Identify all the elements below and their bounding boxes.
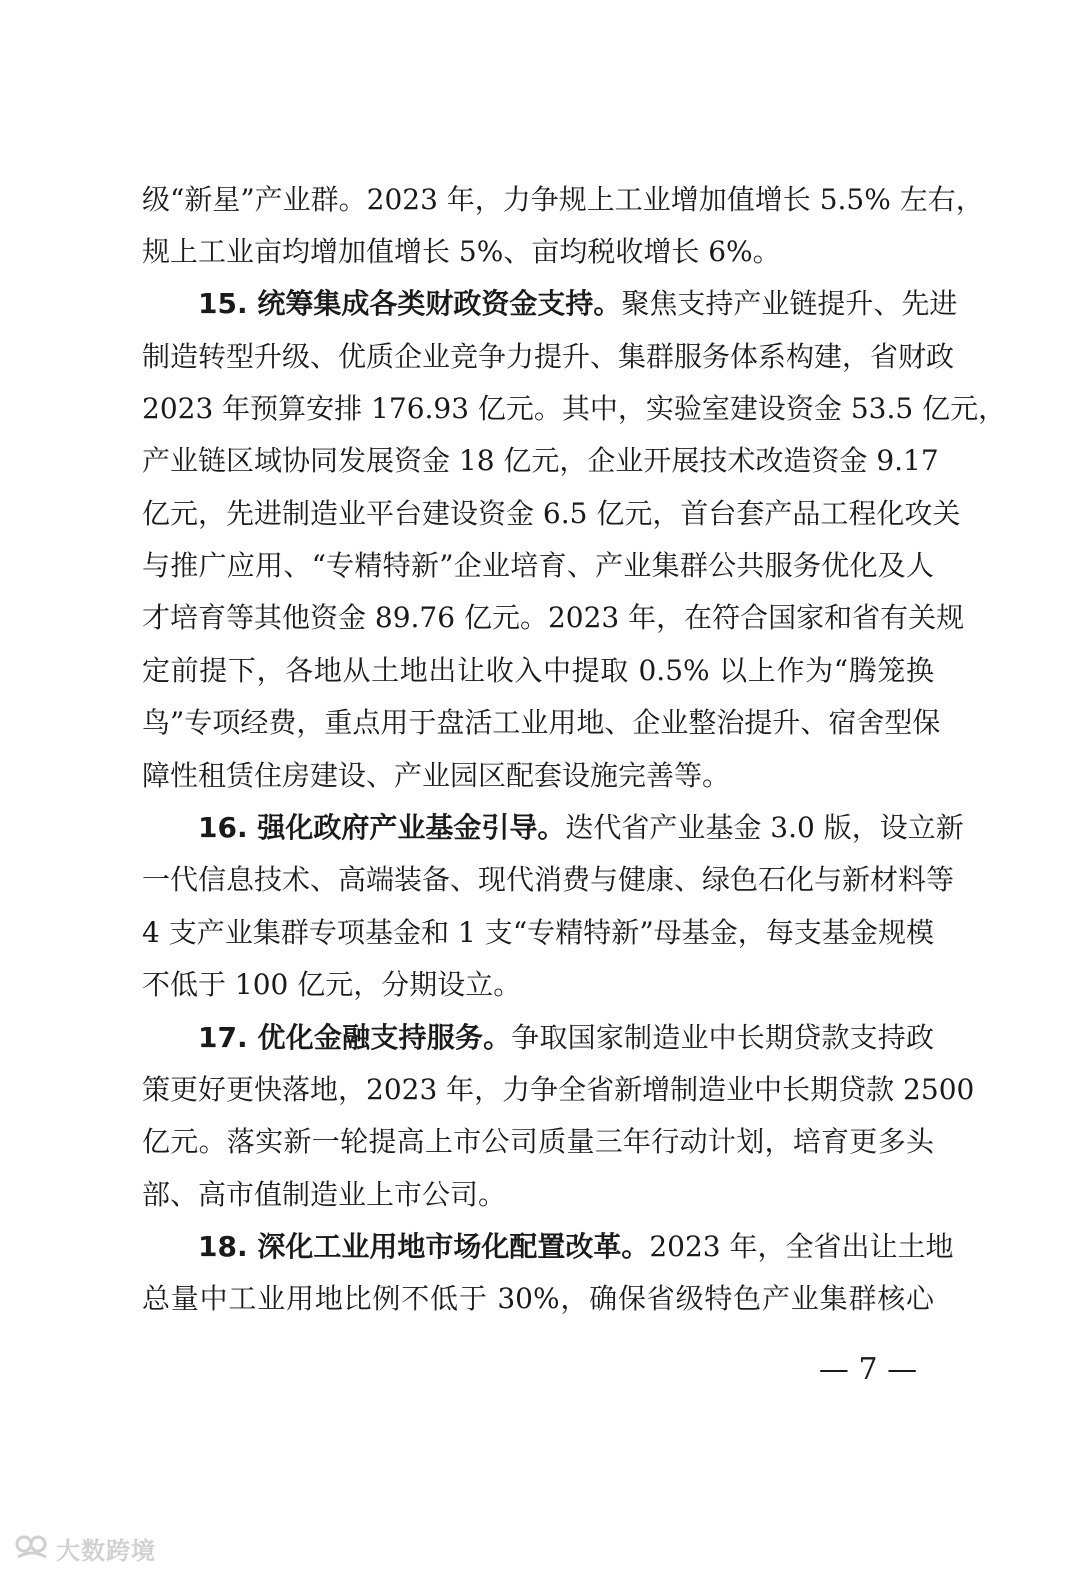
text-line: 规上工业亩均增加值增长 5%、亩均税收增长 6%。 (142, 235, 781, 268)
text-line: 亿元。落实新一轮提高上市公司质量三年行动计划，培育更多头 (142, 1125, 934, 1158)
text-line: 策更好更快落地，2023 年，力争全省新增制造业中长期贷款 2500 (142, 1073, 975, 1106)
text-line: 障性租赁住房建设、产业园区配套设施完善等。 (142, 759, 731, 792)
text-line: 不低于 100 亿元，分期设立。 (142, 968, 522, 1001)
section-16 (198, 808, 964, 848)
watermark (14, 1530, 156, 1566)
text-line: 制造转型升级、优质企业竞争力提升、集群服务体系构建，省财政 (142, 340, 955, 373)
text-line: 定前提下，各地从土地出让收入中提取 0.5% 以上作为“腾笼换 (142, 654, 934, 687)
logo-icon (14, 1531, 50, 1565)
section-text: 争取国家制造业中长期贷款支持政 (511, 1021, 934, 1054)
text-line: 才培育等其他资金 89.76 亿元。2023 年，在符合国家和省有关规 (142, 601, 965, 634)
section-17 (198, 1018, 934, 1058)
watermark-text: 大数跨境 (56, 1536, 156, 1565)
section-heading: 16. 强化政府产业基金引导。 (198, 811, 566, 844)
section-heading: 15. 统筹集成各类财政资金支持。 (198, 287, 622, 320)
text-line: 部、高市值制造业上市公司。 (142, 1178, 507, 1211)
section-15 (198, 284, 958, 324)
section-text: 迭代省产业基金 3.0 版，设立新 (565, 811, 964, 844)
text-line: 产业链区域协同发展资金 18 亿元，企业开展技术改造资金 9.17 (142, 444, 939, 477)
text-line: 亿元，先进制造业平台建设资金 6.5 亿元，首台套产品工程化攻关 (142, 497, 961, 530)
section-heading: 18. 深化工业用地市场化配置改革。 (198, 1230, 650, 1263)
section-text: 2023 年，全省出让土地 (649, 1230, 954, 1263)
text-line: 一代信息技术、高端装备、现代消费与健康、绿色石化与新材料等 (142, 863, 955, 896)
section-18 (198, 1227, 954, 1267)
page-number: — 7 — (818, 1352, 918, 1387)
text-line: 鸟”专项经费，重点用于盘活工业用地、企业整治提升、宿舍型保 (142, 706, 941, 739)
section-heading: 17. 优化金融支持服务。 (198, 1021, 512, 1054)
text-line: 4 支产业集群专项基金和 1 支“专精特新”母基金，每支基金规模 (142, 916, 934, 949)
text-line: 级“新星”产业群。2023 年，力争规上工业增加值增长 5.5% 左右， (142, 183, 984, 216)
text-line: 2023 年预算安排 176.93 亿元。其中，实验室建设资金 53.5 亿元， (142, 392, 1007, 425)
text-line: 总量中工业用地比例不低于 30%，确保省级特色产业集群核心 (142, 1282, 934, 1315)
text-line: 与推广应用、“专精特新”企业培育、产业集群公共服务优化及人 (142, 549, 934, 582)
section-text: 聚焦支持产业链提升、先进 (621, 287, 958, 320)
